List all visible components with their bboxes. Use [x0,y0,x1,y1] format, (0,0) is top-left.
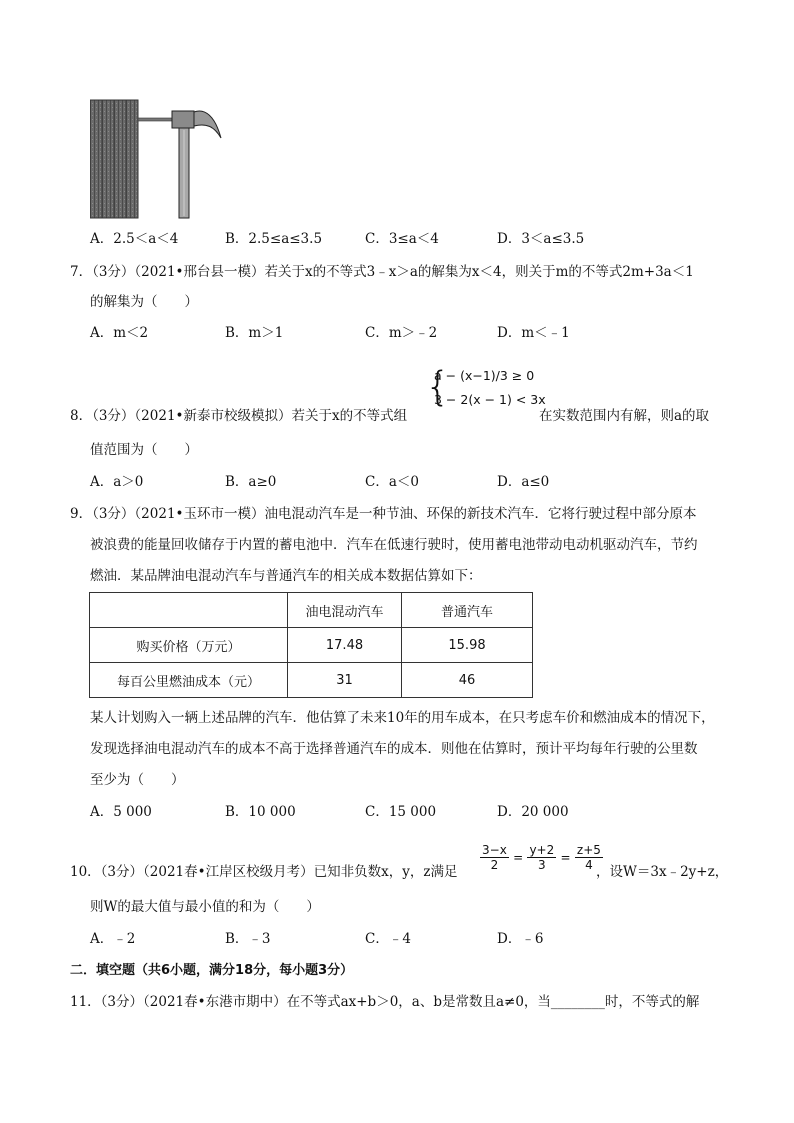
q9-text-line4: 某人计划购入一辆上述品牌的汽车．他估算了未来10年的用车成本，在只考虑车价和燃油成本的情况下， [90,710,715,726]
fraction-1: $\frac{3-x}{2}$ [482,843,507,872]
q9-text-line6: 至少为（ ） [90,772,185,788]
q9-text-line5: 发现选择油电混动汽车的成本不高于选择普通汽车的成本．则他在估算时，预计平均每年行驶的公里数 [90,741,698,757]
q6-option-c: C．3≤a＜4 [365,231,439,247]
table-cell: 购买价格（万元） [90,628,288,663]
q8-option-a: A．a＞0 [90,474,144,490]
table-header-cell: 普通汽车 [402,593,533,628]
hammer-nail-figure [90,98,225,220]
table-row [90,628,533,663]
q11-text-line1: 11．（3分）（2021春•东港市期中）在不等式ax+b＞0，a、b是常数且a≠0，当________时，不等式的解 [70,994,700,1010]
q7-option-c: C．m＞﹣2 [365,325,438,341]
nail-image [138,118,174,121]
table-header-cell [90,593,288,628]
cost-table [89,592,533,698]
q8-text-line2: 值范围为（ ） [90,442,198,458]
table-header-row [90,593,533,628]
q7-option-b: B．m＞1 [225,325,284,341]
q9-text-line3: 燃油．某品牌油电混动汽车与普通汽车的相关成本数据估算如下： [90,568,482,584]
q10-option-a: A．﹣2 [90,931,136,947]
q8-option-c: C．a＜0 [365,474,419,490]
fraction-2: $\frac{y+2}{3}$ [529,843,555,872]
q8-text-prefix: 8．（3分）（2021•新泰市校级模拟）若关于x的不等式组 [70,408,408,424]
table-header-cell: 油电混动汽车 [288,593,402,628]
q9-text-line2: 被浪费的能量回收储存于内置的蓄电池中．汽车在低速行驶时，使用蓄电池带动电动机驱动汽车，节约 [90,537,698,553]
q7-text-line1: 7．（3分）（2021•邢台县一模）若关于x的不等式3﹣x＞a的解集为x＜4，则关于m的不等式2m+3a＜1 [70,264,694,280]
q10-text-suffix: ，设W＝3x﹣2y+z， [596,864,729,880]
q10-fraction-equation: $\frac{3-x}{2}$ = $\frac{y+2}{3}$ = $\frac{z+5}{4}$ [482,843,601,872]
table-cell: 每百公里燃油成本（元） [90,663,288,698]
q10-text-prefix: 10．（3分）（2021春•江岸区校级月考）已知非负数x，y，z满足 [70,864,458,880]
q6-option-d: D．3＜a≤3.5 [497,231,585,247]
q7-option-a: A．m＜2 [90,325,149,341]
q8-text-suffix: 在实数范围内有解，则a的取 [539,408,710,424]
q7-text-line2: 的解集为（ ） [90,294,198,310]
table-cell: 31 [288,663,402,698]
table-cell: 17.48 [288,628,402,663]
q9-text-line1: 9．（3分）（2021•玉环市一模）油电混动汽车是一种节油、环保的新技术汽车．它将行驶过程中部分原本 [70,506,697,522]
section-heading: 二．填空题（共6小题，满分18分，每小题3分） [70,963,354,978]
table-cell: 46 [402,663,533,698]
q6-option-a: A．2.5＜a＜4 [90,231,179,247]
q8-option-b: B．a≥0 [225,474,277,490]
system-line1: a − (x−1)/3 ≥ 0 [434,368,535,383]
system-line2: 3 − 2(x − 1) < 3x [434,392,546,407]
table-row [90,663,533,698]
q9-option-d: D．20 000 [497,804,569,820]
hammer-head-image [172,111,194,128]
q9-option-a: A．5 000 [90,804,152,820]
q9-option-b: B．10 000 [225,804,296,820]
q7-option-d: D．m＜﹣1 [497,325,570,341]
q10-option-d: D．﹣6 [497,931,544,947]
q10-option-c: C．﹣4 [365,931,411,947]
q10-text-line2: 则W的最大值与最小值的和为（ ） [90,899,320,915]
q8-option-d: D．a≤0 [497,474,550,490]
q9-option-c: C．15 000 [365,804,437,820]
q10-option-b: B．﹣3 [225,931,271,947]
table-cell: 15.98 [402,628,533,663]
q6-option-b: B．2.5≤a≤3.5 [225,231,323,247]
fraction-3: $\frac{z+5}{4}$ [576,843,601,872]
